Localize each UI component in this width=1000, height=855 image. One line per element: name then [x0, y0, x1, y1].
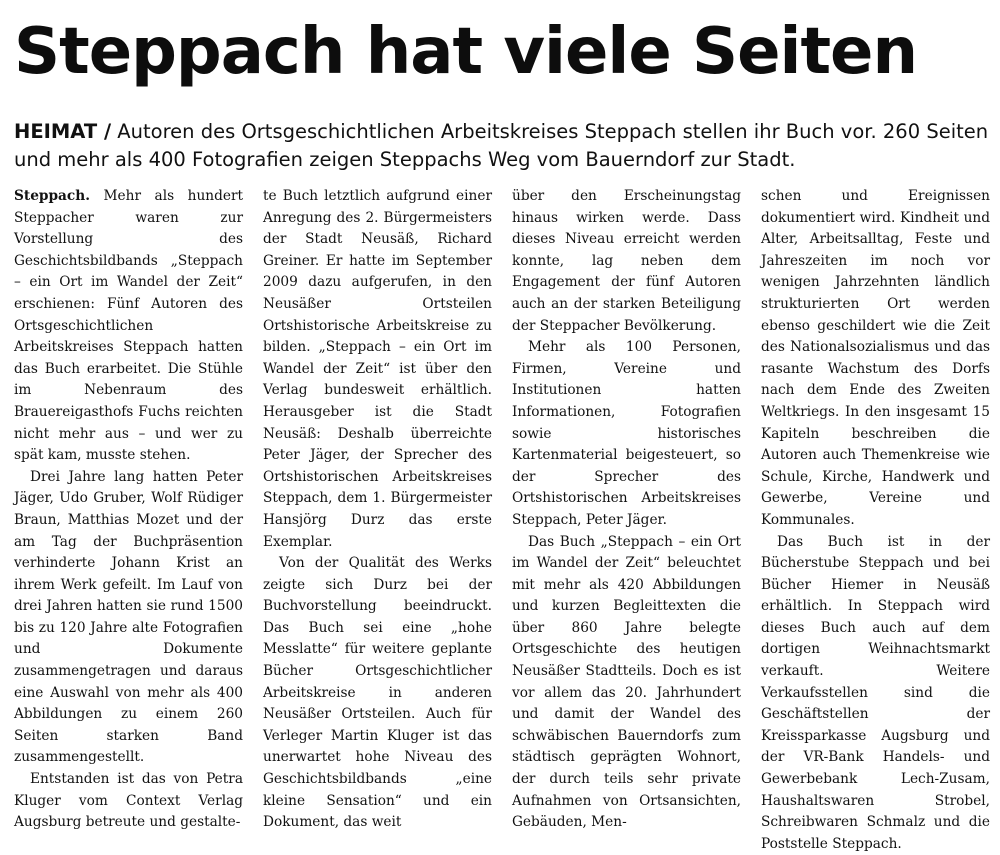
paragraph: über den Erscheinungstag hinaus wirken werde. Dass dieses Niveau erreicht werden konnte, lag neben dem Engagement der fünf Autoren auch an der starken Beteiligung der Steppacher Bevölkerung. [512, 186, 741, 337]
paragraph: schen und Ereignissen dokumentiert wird. Kindheit und Alter, Arbeitsalltag, Feste und Jahreszeiten im noch vor wenigen Jahrzehnten ländlich strukturierten Ort werden ebenso geschildert wie die Zeit des Nationalsozialismus und das rasante Wachstum des Dorfs nach dem Ende des Zweiten Weltkriegs. In den insgesamt 15 Kapiteln beschreiben die Autoren auch Themenkreise wie Schule, Kirche, Handwerk und Gewerbe, Vereine und Kommunales. [761, 186, 990, 532]
deck-text: Autoren des Ortsgeschichtlichen Arbeitskreises Steppach stellen ihr Buch vor. 260 Seiten und mehr als 400 Fotografien zeigen Steppachs Weg vom Bauerndorf zur Stadt. [14, 120, 988, 171]
paragraph: Drei Jahre lang hatten Peter Jäger, Udo Gruber, Wolf Rüdiger Braun, Matthias Mozet und der am Tag der Buchpräsention verhinderte Johann Krist an ihrem Werk gefeilt. Im Lauf von drei Jahren hatten sie rund 1500 bis zu 120 Jahre alte Fotografien und Dokumente zusammengetragen und daraus eine Auswahl von mehr als 400 Abbildungen zu einem 260 Seiten starken Band zusammengestellt. [14, 467, 243, 769]
column-1 [14, 186, 243, 855]
paragraph: Mehr als 100 Personen, Firmen, Vereine und Institutionen hatten Informationen, Fotografien sowie historisches Kartenmaterial beigesteuert, so der Sprecher des Ortshistorischen Arbeitskreises Steppach, Peter Jäger. [512, 337, 741, 531]
deck [14, 118, 989, 174]
paragraph: te Buch letztlich aufgrund einer Anregung des 2. Bürgermeisters der Stadt Neusäß, Richard Greiner. Er hatte im September 2009 dazu aufgerufen, in den Neusäßer Ortsteilen Ortshistorische Arbeitskreise zu bilden. „Steppach – ein Ort im Wandel der Zeit“ ist über den Verlag bundesweit erhältlich. Herausgeber ist die Stadt Neusäß: Deshalb überreichte Peter Jäger, der Sprecher des Ortshistorischen Arbeitskreises Steppach, dem 1. Bürgermeister Hansjörg Durz das erste Exemplar. [263, 186, 492, 553]
dateline: Steppach. [14, 188, 90, 204]
column-4 [761, 186, 990, 855]
paragraph-text: Mehr als hundert Steppacher waren zur Vorstellung des Geschichtsbildbands „Steppach – ein Ort im Wandel der Zeit“ erschienen: Fünf Autoren des Ortsgeschichtlichen Arbeitskreises Steppach hatten das Buch erarbeitet. Die Stühle im Nebenraum des Brauereigasthofs Fuchs reichten nicht mehr aus – und wer zu spät kam, musste stehen. [14, 188, 243, 463]
article-body [14, 186, 990, 738]
column-3 [512, 186, 741, 855]
headline: Steppach hat viele Seiten [14, 14, 917, 90]
paragraph: Von der Qualität des Werks zeigte sich Durz bei der Buchvorstellung beeindruckt. Das Buch sei eine „hohe Messlatte“ für weitere geplante Bücher Ortsgeschichtlicher Arbeitskreise in anderen Neusäßer Ortsteilen. Auch für Verleger Martin Kluger ist das unerwartet hohe Niveau des Geschichtsbildbands „eine kleine Sensation“ und ein Dokument, das weit [263, 553, 492, 834]
paragraph: Entstanden ist das von Petra Kluger vom Context Verlag Augsburg betreute und gestalte- [14, 769, 243, 834]
paragraph: Das Buch „Steppach – ein Ort im Wandel der Zeit“ beleuchtet mit mehr als 420 Abbildungen und kurzen Begleittexten die über 860 Jahre belegte Ortsgeschichte des heutigen Neusäßer Stadtteils. Doch es ist vor allem das 20. Jahrhundert und damit der Wandel des schwäbischen Bauerndorfs zum städtisch geprägten Wohnort, der durch teils sehr private Aufnahmen von Ortsansichten, Gebäuden, Men- [512, 532, 741, 834]
paragraph [14, 186, 243, 467]
paragraph: Das Buch ist in der Bücherstube Steppach und bei Bücher Hiemer in Neusäß erhältlich. In Steppach wird dieses Buch auch auf dem dortigen Weihnachtsmarkt verkauft. Weitere Verkaufsstellen sind die Geschäftstellen der Kreissparkasse Augsburg und der VR-Bank Handels- und Gewerbebank Lech-Zusam, Haushaltswaren Strobel, Schreibwaren Schmalz und die Poststelle Steppach. [761, 532, 990, 855]
column-2 [263, 186, 492, 855]
kicker: HEIMAT / [14, 120, 111, 143]
